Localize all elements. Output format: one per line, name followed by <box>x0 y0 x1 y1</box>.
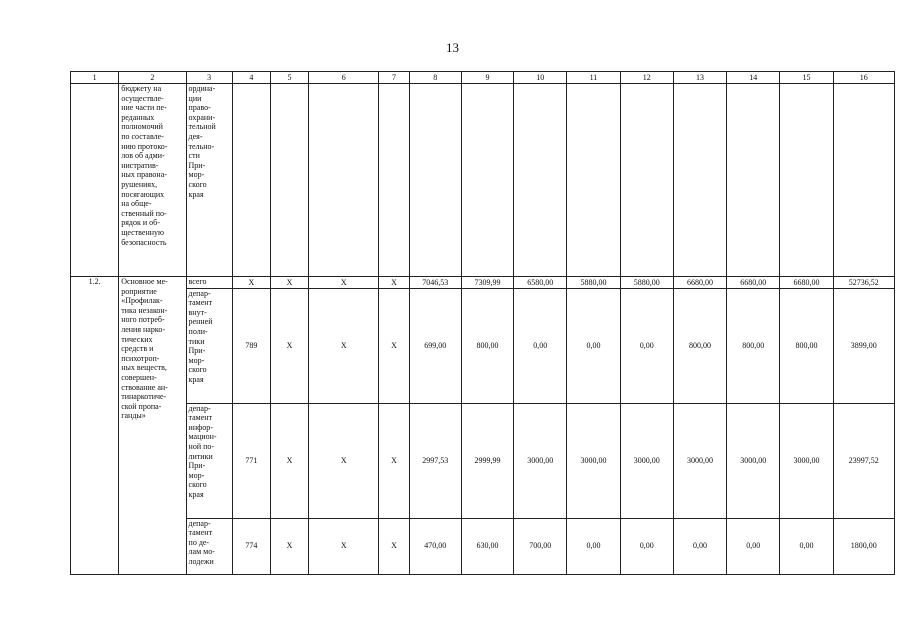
header-cell: 15 <box>780 72 833 84</box>
value-cell: 0,00 <box>514 288 567 403</box>
table-cell <box>727 84 780 277</box>
table-cell <box>461 84 513 277</box>
value-cell: 3000,00 <box>514 403 567 518</box>
budget-table <box>70 71 895 575</box>
header-cell: 5 <box>270 72 308 84</box>
value-cell: X <box>379 403 409 518</box>
table-cell <box>673 84 726 277</box>
table-row <box>71 288 895 403</box>
value-cell: 789 <box>232 288 270 403</box>
header-row <box>71 72 895 84</box>
value-cell: X <box>309 277 379 289</box>
header-cell: 13 <box>673 72 726 84</box>
table-cell <box>409 84 461 277</box>
value-cell: X <box>379 288 409 403</box>
value-cell: X <box>270 518 308 574</box>
executor-cell: всего <box>186 277 232 289</box>
header-cell: 3 <box>186 72 232 84</box>
table-cell <box>270 84 308 277</box>
header-cell: 16 <box>833 72 894 84</box>
value-cell: 470,00 <box>409 518 461 574</box>
table-cell <box>379 84 409 277</box>
value-cell: 0,00 <box>620 518 673 574</box>
table-cell <box>620 84 673 277</box>
header-cell: 1 <box>71 72 119 84</box>
table-cell <box>309 84 379 277</box>
value-cell: 0,00 <box>620 288 673 403</box>
header-cell: 7 <box>379 72 409 84</box>
value-cell: 52736,52 <box>833 277 894 289</box>
table-cell <box>514 84 567 277</box>
value-cell: 3000,00 <box>727 403 780 518</box>
page-number: 13 <box>446 40 459 55</box>
value-cell: X <box>309 403 379 518</box>
header-cell: 11 <box>567 72 620 84</box>
table-row <box>71 518 895 574</box>
value-cell: 3000,00 <box>780 403 833 518</box>
value-cell: 700,00 <box>514 518 567 574</box>
value-cell: 0,00 <box>567 518 620 574</box>
header-cell: 2 <box>119 72 186 84</box>
value-cell: 23997,52 <box>833 403 894 518</box>
table-cell <box>232 84 270 277</box>
value-cell: 3000,00 <box>673 403 726 518</box>
value-cell: 6680,00 <box>727 277 780 289</box>
header-cell: 6 <box>309 72 379 84</box>
value-cell: 3000,00 <box>620 403 673 518</box>
value-cell: X <box>270 288 308 403</box>
value-cell: X <box>270 277 308 289</box>
value-cell: 3000,00 <box>567 403 620 518</box>
value-cell: X <box>379 277 409 289</box>
value-cell: 699,00 <box>409 288 461 403</box>
table-cell <box>567 84 620 277</box>
value-cell: 5880,00 <box>620 277 673 289</box>
value-cell: 5880,00 <box>567 277 620 289</box>
value-cell: 800,00 <box>780 288 833 403</box>
value-cell: 1800,00 <box>833 518 894 574</box>
header-cell: 14 <box>727 72 780 84</box>
value-cell: 800,00 <box>727 288 780 403</box>
value-cell: 2997,53 <box>409 403 461 518</box>
value-cell: X <box>379 518 409 574</box>
value-cell: 0,00 <box>780 518 833 574</box>
value-cell: 6680,00 <box>780 277 833 289</box>
executor-cell: депар- тамент внут- ренней поли- тики При- мор- ского края <box>186 288 232 403</box>
value-cell: 800,00 <box>673 288 726 403</box>
value-cell: 6680,00 <box>673 277 726 289</box>
value-cell: 0,00 <box>673 518 726 574</box>
value-cell: 774 <box>232 518 270 574</box>
header-cell: 9 <box>461 72 513 84</box>
value-cell: 800,00 <box>461 288 513 403</box>
value-cell: 771 <box>232 403 270 518</box>
value-cell: 3899,00 <box>833 288 894 403</box>
value-cell: X <box>309 518 379 574</box>
value-cell: 0,00 <box>727 518 780 574</box>
table-row <box>71 84 895 277</box>
row-number-cell: 1.2. <box>71 277 119 575</box>
value-cell: 6580,00 <box>514 277 567 289</box>
value-cell: 7046,53 <box>409 277 461 289</box>
value-cell: X <box>309 288 379 403</box>
table-row <box>71 403 895 518</box>
table-cell <box>780 84 833 277</box>
header-cell: 12 <box>620 72 673 84</box>
value-cell: 630,00 <box>461 518 513 574</box>
value-cell: 0,00 <box>567 288 620 403</box>
executor-cell: депар- тамент инфор- мацион- ной по- литики При- мор- ского края <box>186 403 232 518</box>
header-cell: 4 <box>232 72 270 84</box>
table-row <box>71 277 895 289</box>
header-cell: 10 <box>514 72 567 84</box>
table-cell <box>833 84 894 277</box>
description-cell: Основное ме- роприятие «Профилак- тика незакон- ного потреб- ления нарко- тических средств и психотроп- ных веществ, совершен- ствование ан- тинаркотиче- ской пропа- ганды» <box>119 277 186 575</box>
value-cell: X <box>232 277 270 289</box>
executor-cell: ординa- ции право- охрани- тельной дея- тельно- сти При- мор- ского края <box>186 84 232 277</box>
value-cell: X <box>270 403 308 518</box>
executor-cell: депар- тамент по де- лам мо- лодежи <box>186 518 232 574</box>
table-cell <box>71 84 119 277</box>
description-cell: бюджету на осуществле- ние части пе- реданных полномочий по составле- нию протоко- лов об адми- нистратив- ных правона- рушениях, посягающих на обще- ственный по- рядок и об- щественную безопасность <box>119 84 186 277</box>
value-cell: 7309,99 <box>461 277 513 289</box>
header-cell: 8 <box>409 72 461 84</box>
value-cell: 2999,99 <box>461 403 513 518</box>
